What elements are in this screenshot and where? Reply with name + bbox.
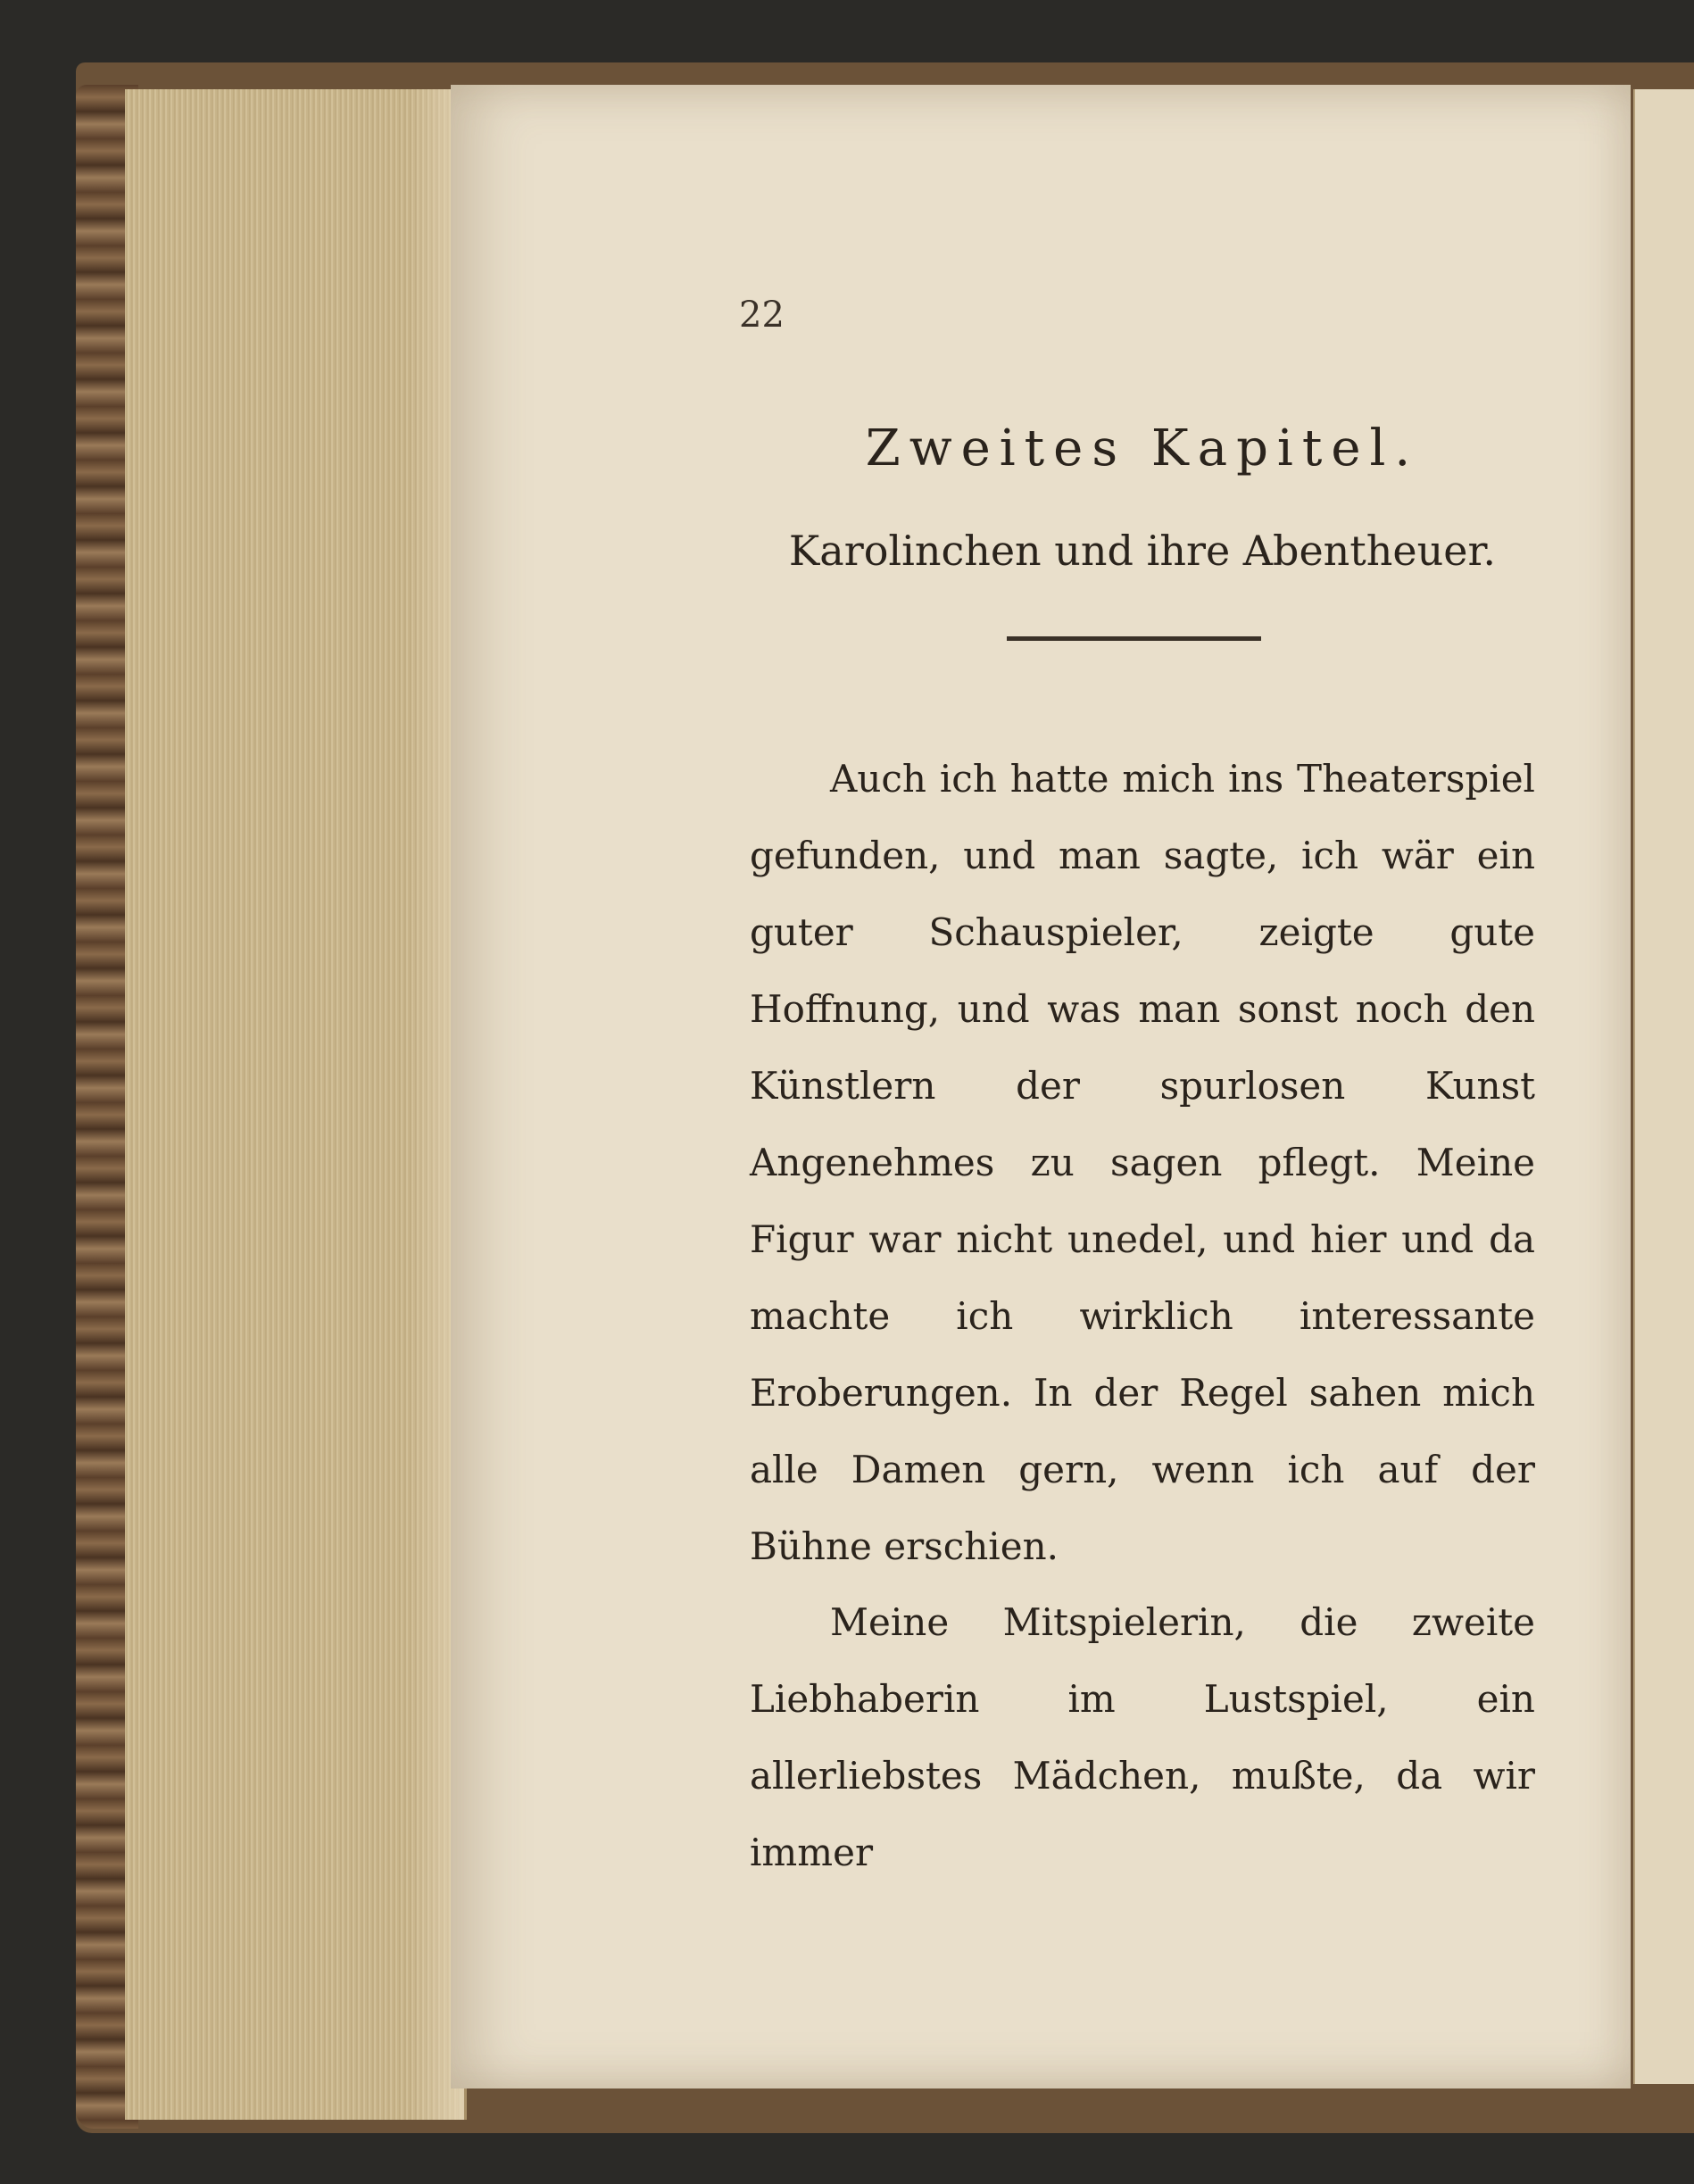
chapter-title: Zweites Kapitel. — [865, 419, 1420, 477]
title-divider — [1007, 636, 1261, 641]
facing-page-edge — [1633, 89, 1694, 2084]
paragraph-1: Auch ich hatte mich ins Theaterspiel gefunden, und man sagte, ich wär ein guter Schauspieler, zeigte gute Hoffnung, und was man sonst noch den Künstlern der spurlosen Kunst Angenehmes zu sagen pflegt. Meine Figur war nicht unedel, und hier und da machte ich wirklich interessante Eroberungen. In der Regel sahen mich alle Damen gern, wenn ich auf der Bühne erschien. — [750, 757, 1535, 1568]
paragraph-2: Meine Mitspielerin, die zweite Liebhaberin im Lustspiel, ein allerliebstes Mädchen, mußte, da wir immer — [750, 1600, 1535, 1874]
page-number: 22 — [739, 295, 785, 336]
chapter-subtitle: Karolinchen und ihre Abentheuer. — [788, 527, 1497, 575]
page-edges — [125, 89, 467, 2120]
